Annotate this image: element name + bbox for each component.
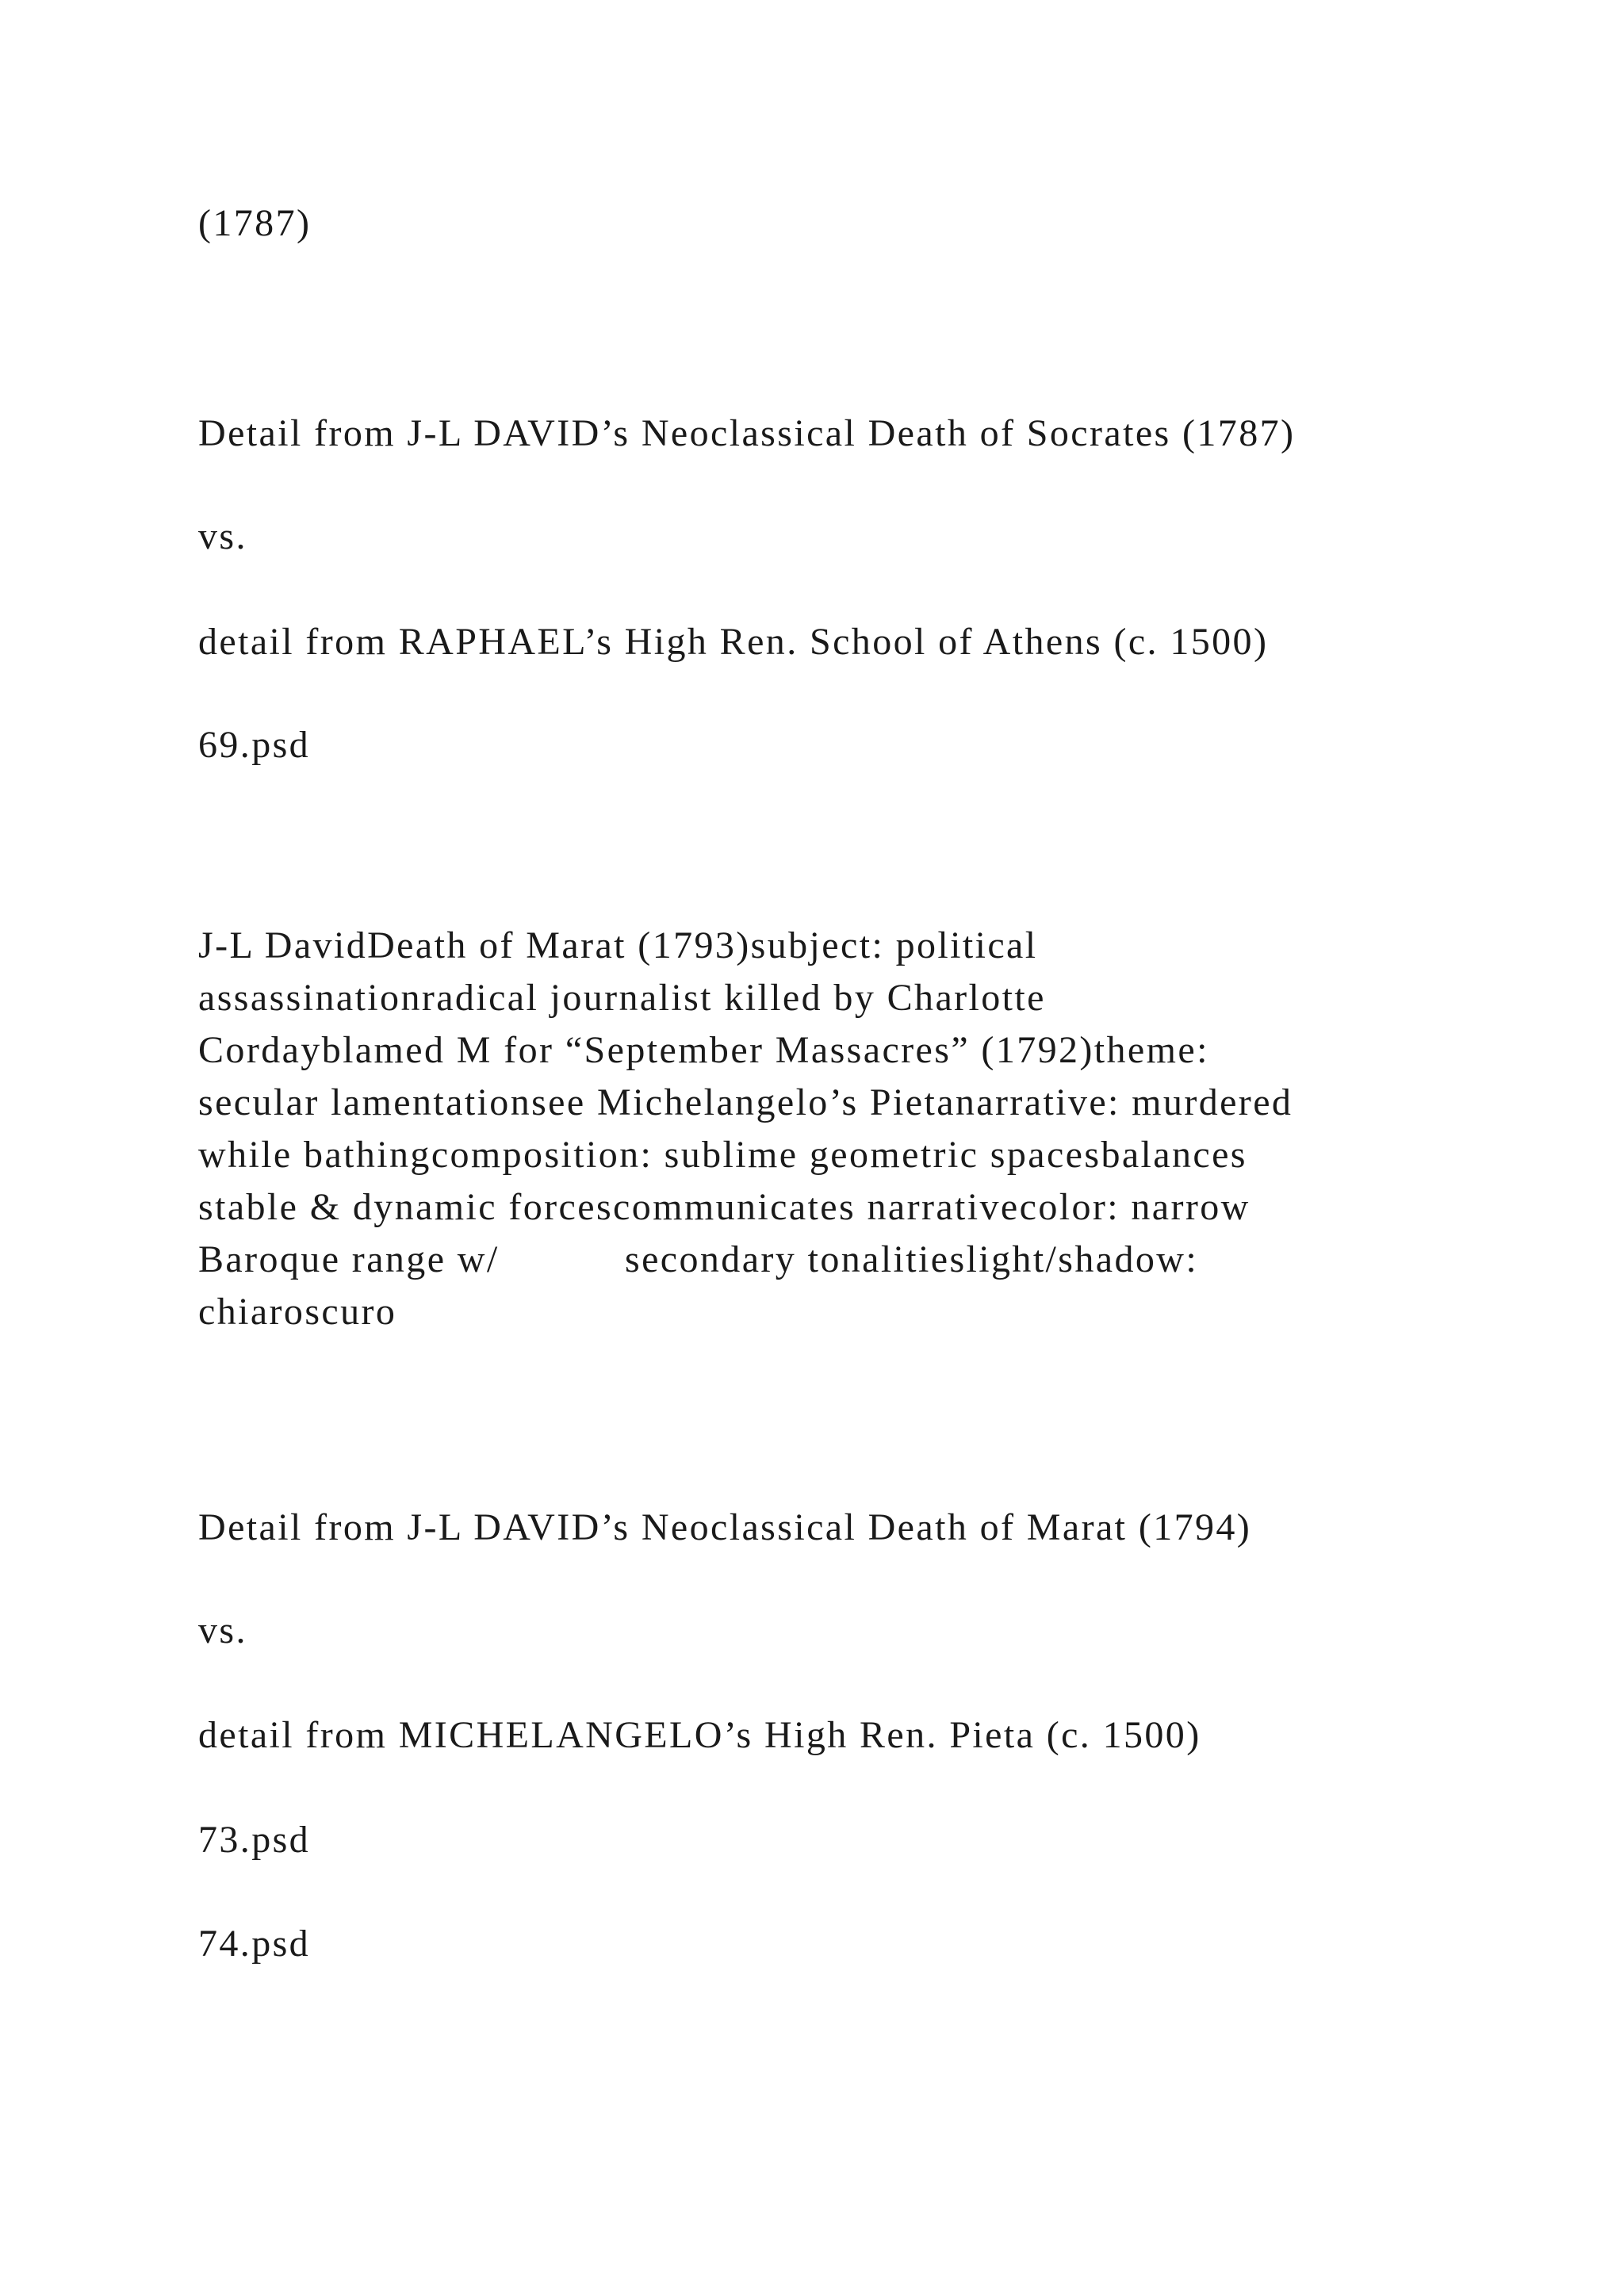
paragraph-line: Cordayblamed M for “September Massacres” (1792)theme: [198,1029,1209,1071]
file-name-69: 69.psd [198,724,311,766]
socrates-caption: Detail from J-L DAVID’s Neoclassical Death of Socrates (1787) [198,412,1296,454]
raphael-caption: detail from RAPHAEL’s High Ren. School of Athens (c. 1500) [198,621,1269,663]
vs-line-2: vs. [198,1609,247,1651]
marat-caption: Detail from J-L DAVID’s Neoclassical Death of Marat (1794) [198,1506,1252,1548]
paragraph-line: Baroque range w/ secondary tonalitieslight/shadow: [198,1238,1199,1280]
year-line: (1787) [198,202,312,244]
paragraph-line: J-L DavidDeath of Marat (1793)subject: political [198,924,1038,966]
vs-line-1: vs. [198,515,247,557]
paragraph-line: stable & dynamic forcescommunicates narrativecolor: narrow [198,1186,1251,1228]
marat-description-paragraph [198,920,1467,1338]
file-name-74: 74.psd [198,1923,311,1965]
michelangelo-caption: detail from MICHELANGELO’s High Ren. Pieta (c. 1500) [198,1714,1201,1756]
file-name-73: 73.psd [198,1819,311,1861]
paragraph-line: chiaroscuro [198,1291,397,1333]
paragraph-line: while bathingcomposition: sublime geometric spacesbalances [198,1134,1247,1176]
paragraph-line: assassinationradical journalist killed by Charlotte [198,977,1046,1019]
paragraph-line: secular lamentationsee Michelangelo’s Pietanarrative: murdered [198,1081,1293,1123]
